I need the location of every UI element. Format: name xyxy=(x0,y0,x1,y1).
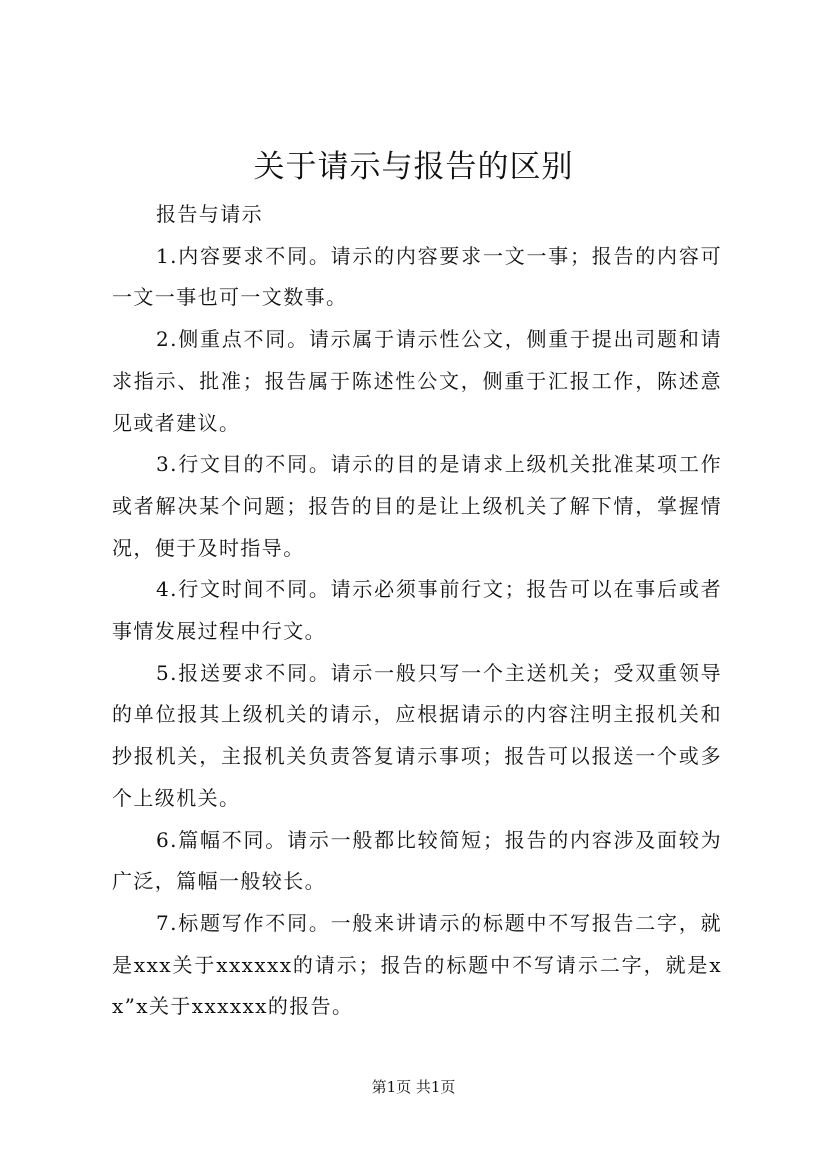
paragraph-timing: 4.行文时间不同。请示必须事前行文；报告可以在事后或者事情发展过程中行文。 xyxy=(112,577,722,644)
paragraph-length: 6.篇幅不同。请示一般都比较简短；报告的内容涉及面较为广泛，篇幅一般较长。 xyxy=(112,827,722,894)
page-number-label: 第1页 共1页 xyxy=(371,1078,456,1096)
document-body xyxy=(112,194,722,1028)
document-title: 关于请示与报告的区别 xyxy=(253,149,574,185)
paragraph-purpose: 3.行文目的不同。请示的目的是请求上级机关批准某项工作或者解决某个问题；报告的目的是让上级机关了解下情，掌握情况，便于及时指导。 xyxy=(112,452,722,560)
page-number-footer xyxy=(0,1076,827,1098)
subtitle-paragraph: 报告与请示 xyxy=(156,202,263,226)
paragraph-content-requirement: 1.内容要求不同。请示的内容要求一文一事；报告的内容可一文一事也可一文数事。 xyxy=(112,243,722,310)
paragraph-title-writing: 7.标题写作不同。一般来讲请示的标题中不写报告二字，就是xxx关于xxxxxx的请示；报告的标题中不写请示二字，就是xx”x关于xxxxxx的报告。 xyxy=(112,910,722,1019)
paragraph-submission: 5.报送要求不同。请示一般只写一个主送机关；受双重领导的单位报其上级机关的请示，应根据请示的内容注明主报机关和抄报机关，主报机关负责答复请示事项；报告可以报送一个或多个上级机关。 xyxy=(112,660,722,810)
paragraph-emphasis: 2.侧重点不同。请示属于请示性公文，侧重于提出司题和请求指示、批准；报告属于陈述性公文，侧重于汇报工作，陈述意见或者建议。 xyxy=(112,327,722,435)
